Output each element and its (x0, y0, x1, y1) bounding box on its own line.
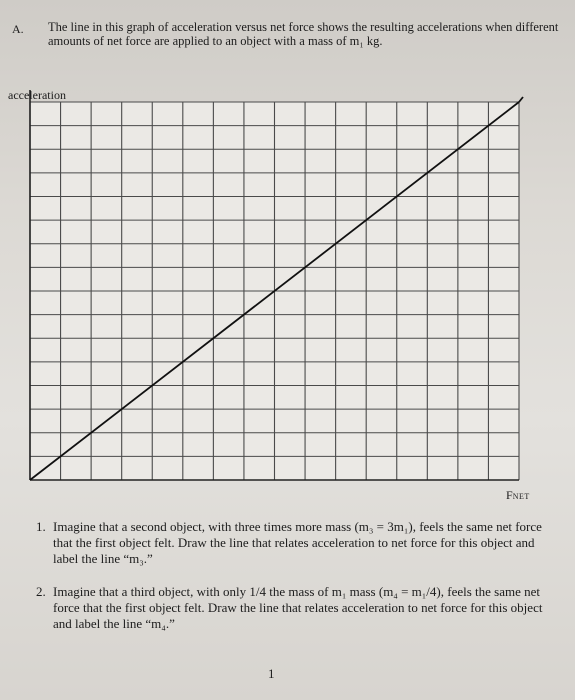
x-axis-label (506, 488, 530, 503)
x-axis-label-subscript: NET (512, 492, 530, 501)
y-axis-label: acceleration (8, 88, 66, 102)
page-number: 1 (268, 666, 275, 681)
question-text: Imagine that a second object, with three times more mass (m₃ = 3m₁), feels the same net force that the first object felt. Draw the line that relates acceleration to net force for this object and label the line “m₃.” (53, 519, 542, 566)
question-number: 2. (36, 584, 46, 599)
series-line-m1-extension (519, 97, 523, 102)
x-axis-label-main: F (506, 488, 513, 502)
intro-paragraph: The line in this graph of acceleration versus net force shows the resulting accelerations when different amounts of net force are applied to an object with a mass of m₁ kg. (48, 20, 559, 48)
question-number: 1. (36, 519, 46, 534)
section-label: A. (12, 22, 24, 36)
question-text: Imagine that a third object, with only 1/4 the mass of m₁ mass (m₄ = m₁/4), feels the same net force that the first object felt. Draw the line that relates acceleration to net force for this object and label the line “m₄.” (53, 584, 543, 631)
